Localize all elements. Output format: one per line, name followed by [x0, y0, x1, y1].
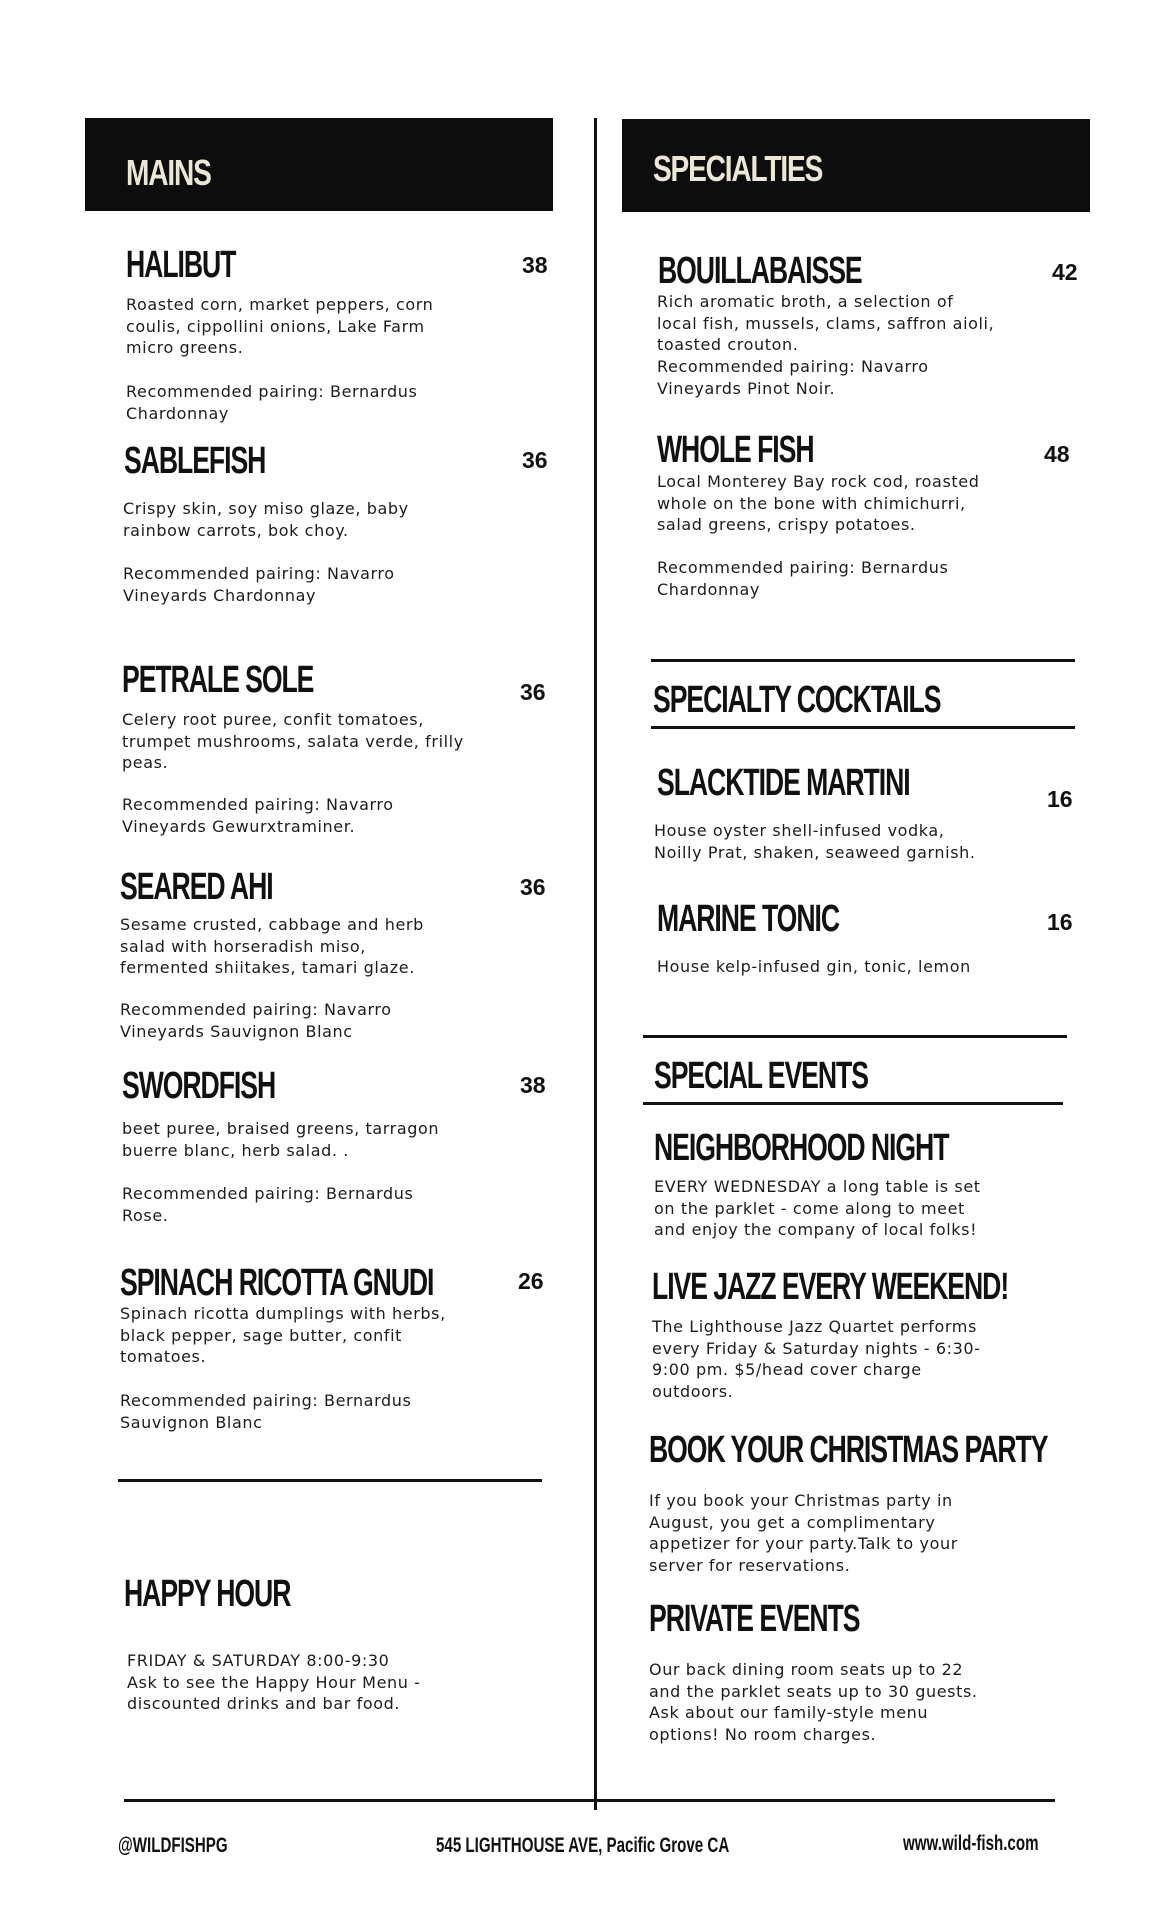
- footer-rule: [124, 1799, 1055, 1802]
- cocktails-title: SPECIALTY COCKTAILS: [653, 679, 941, 721]
- cocktails-rule-bottom: [651, 726, 1075, 729]
- item-pairing-seared-ahi: Recommended pairing: Navarro Vineyards Sauvignon Blanc: [120, 1000, 392, 1041]
- item-pairing-spinach-ricotta-gnudi: Recommended pairing: Bernardus Sauvignon Blanc: [120, 1391, 412, 1432]
- events-title: SPECIAL EVENTS: [654, 1055, 868, 1097]
- item-description-sablefish: Crispy skin, soy miso glaze, baby rainbow carrots, bok choy.: [123, 499, 409, 540]
- item-name-seared-ahi: SEARED AHI: [120, 866, 273, 908]
- happy-hour-text: FRIDAY & SATURDAY 8:00-9:30 Ask to see the Happy Hour Menu - discounted drinks and bar food.: [127, 1651, 421, 1713]
- mains-divider: [118, 1479, 542, 1482]
- mains-title: MAINS: [126, 152, 211, 193]
- item-price-swordfish: 38: [520, 1072, 546, 1098]
- item-description-seared-ahi: Sesame crusted, cabbage and herb salad with horseradish miso, fermented shiitakes, tamari glaze.: [120, 915, 424, 977]
- event-description-christmas-party: If you book your Christmas party in August, you get a complimentary appetizer for your party.Talk to your server for reservations.: [649, 1491, 958, 1575]
- item-name-swordfish: SWORDFISH: [122, 1065, 276, 1107]
- event-name-neighborhood-night: NEIGHBORHOOD NIGHT: [654, 1127, 949, 1169]
- event-name-private-events: PRIVATE EVENTS: [649, 1598, 860, 1640]
- item-price-halibut: 38: [522, 252, 548, 278]
- item-description-petrale-sole: Celery root puree, confit tomatoes, trumpet mushrooms, salata verde, frilly peas.: [122, 710, 464, 772]
- item-description-halibut: Roasted corn, market peppers, corn coulis, cippollini onions, Lake Farm micro greens.: [126, 295, 434, 357]
- item-price-bouillabaisse: 42: [1052, 259, 1078, 285]
- item-description-swordfish: beet puree, braised greens, tarragon buerre blanc, herb salad. .: [122, 1119, 440, 1160]
- item-price-marine-tonic: 16: [1047, 909, 1073, 935]
- item-price-seared-ahi: 36: [520, 874, 546, 900]
- item-description-bouillabaisse: Rich aromatic broth, a selection of local fish, mussels, clams, saffron aioli, toasted crouton.: [657, 292, 995, 354]
- item-name-marine-tonic: MARINE TONIC: [657, 898, 839, 940]
- item-name-bouillabaisse: BOUILLABAISSE: [658, 250, 862, 292]
- footer-address: 545 LIGHTHOUSE AVE, Pacific Grove CA: [436, 1834, 730, 1857]
- cocktails-rule-top: [651, 659, 1075, 662]
- event-description-private-events: Our back dining room seats up to 22 and the parklet seats up to 30 guests. Ask about our family-style menu options! No room charges.: [649, 1660, 978, 1744]
- item-price-whole-fish: 48: [1044, 441, 1070, 467]
- item-price-spinach-ricotta-gnudi: 26: [518, 1268, 544, 1294]
- event-description-neighborhood-night: EVERY WEDNESDAY a long table is set on the parklet - come along to meet and enjoy the company of local folks!: [654, 1177, 981, 1239]
- event-description-live-jazz: The Lighthouse Jazz Quartet performs every Friday & Saturday nights - 6:30- 9:00 pm. $5/head cover charge outdoors.: [652, 1317, 981, 1401]
- events-rule-top: [643, 1035, 1067, 1038]
- specialties-title: SPECIALTIES: [653, 148, 823, 189]
- item-price-slacktide-martini: 16: [1047, 786, 1073, 812]
- item-pairing-petrale-sole: Recommended pairing: Navarro Vineyards Gewurxtraminer.: [122, 795, 394, 836]
- item-pairing-bouillabaisse: Recommended pairing: Navarro Vineyards Pinot Noir.: [657, 357, 929, 398]
- item-description-spinach-ricotta-gnudi: Spinach ricotta dumplings with herbs, black pepper, sage butter, confit tomatoes.: [120, 1304, 446, 1366]
- item-pairing-whole-fish: Recommended pairing: Bernardus Chardonnay: [657, 558, 949, 599]
- item-price-sablefish: 36: [522, 447, 548, 473]
- item-name-slacktide-martini: SLACKTIDE MARTINI: [657, 762, 910, 804]
- event-name-live-jazz: LIVE JAZZ EVERY WEEKEND!: [652, 1266, 1009, 1308]
- item-name-whole-fish: WHOLE FISH: [657, 429, 814, 471]
- happy-hour-title: HAPPY HOUR: [124, 1573, 291, 1615]
- column-divider: [594, 118, 597, 1810]
- item-pairing-swordfish: Recommended pairing: Bernardus Rose.: [122, 1184, 414, 1225]
- footer-website: www.wild-fish.com: [903, 1832, 1039, 1855]
- item-description-whole-fish: Local Monterey Bay rock cod, roasted whole on the bone with chimichurri, salad greens, crispy potatoes.: [657, 472, 980, 534]
- item-name-petrale-sole: PETRALE SOLE: [122, 659, 314, 701]
- event-name-christmas-party: BOOK YOUR CHRISTMAS PARTY: [649, 1429, 1048, 1471]
- item-price-petrale-sole: 36: [520, 679, 546, 705]
- item-description-slacktide-martini: House oyster shell-infused vodka, Noilly Prat, shaken, seaweed garnish.: [654, 821, 976, 862]
- item-name-halibut: HALIBUT: [126, 244, 236, 286]
- item-pairing-sablefish: Recommended pairing: Navarro Vineyards Chardonnay: [123, 564, 395, 605]
- footer-social-handle: @WILDFISHPG: [118, 1834, 228, 1857]
- item-pairing-halibut: Recommended pairing: Bernardus Chardonnay: [126, 382, 418, 423]
- item-name-sablefish: SABLEFISH: [124, 440, 266, 482]
- item-name-spinach-ricotta-gnudi: SPINACH RICOTTA GNUDI: [120, 1262, 434, 1304]
- events-rule-bottom: [643, 1102, 1063, 1105]
- item-description-marine-tonic: House kelp-infused gin, tonic, lemon: [657, 957, 971, 976]
